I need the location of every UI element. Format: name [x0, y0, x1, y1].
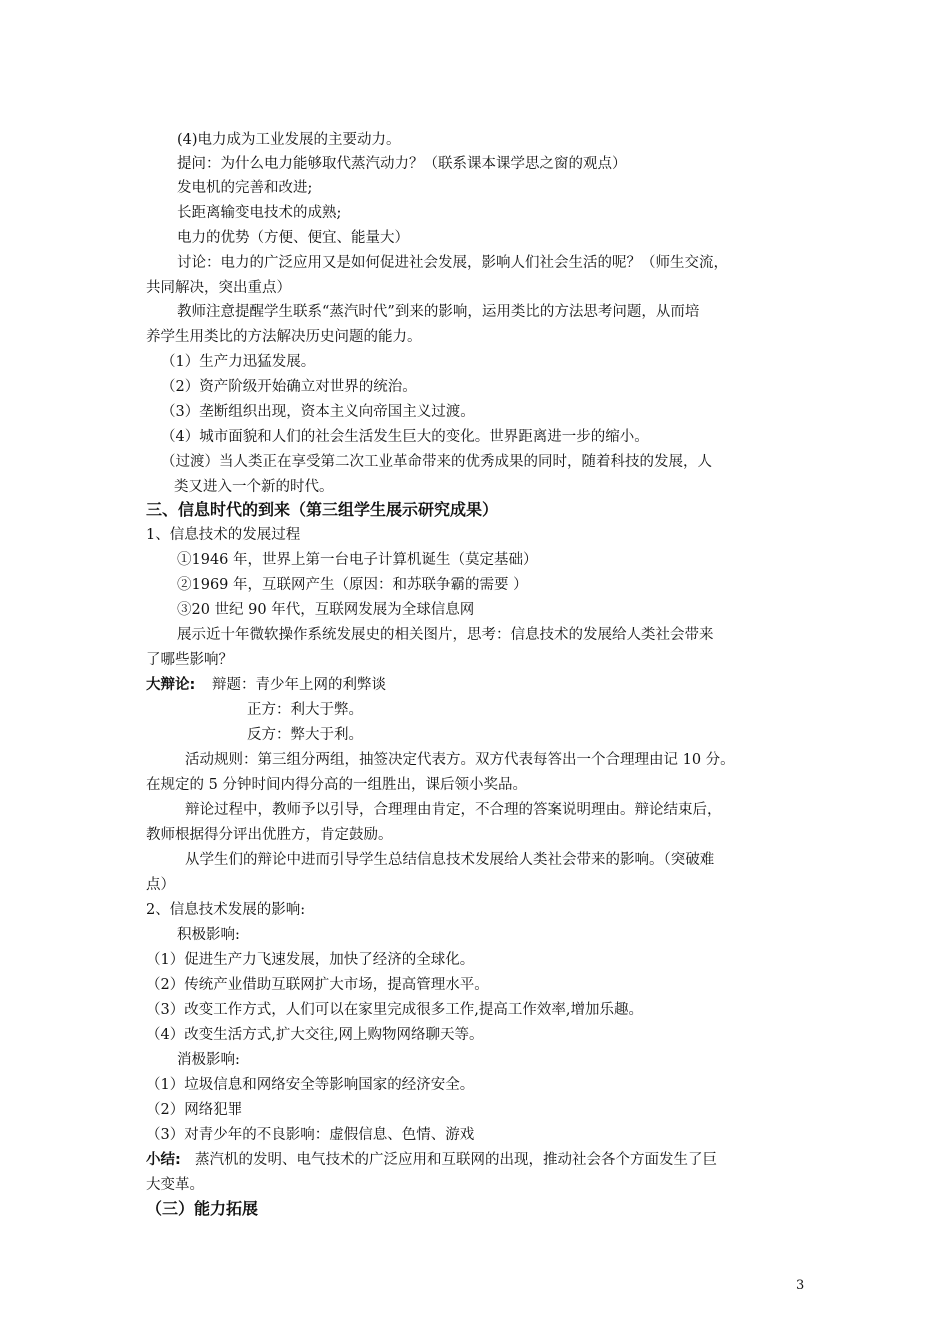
- text-line: 发电机的完善和改进;: [177, 180, 313, 196]
- text-line: 辩论过程中，教师予以引导，合理理由肯定，不合理的答案说明理由。辩论结束后，: [185, 802, 722, 818]
- text-line: （2）网络犯罪: [146, 1102, 243, 1118]
- text-line: (4)电力成为工业发展的主要动力。: [177, 132, 401, 148]
- text-line: 教师注意提醒学生联系“蒸汽时代”到来的影响，运用类比的方法思考问题，从而培: [177, 304, 700, 320]
- text-line: （4）城市面貌和人们的社会生活发生巨大的变化。世界距离进一步的缩小。: [161, 429, 649, 445]
- text-line: 反方：弊大于利。: [247, 727, 363, 743]
- text-line: （3）对青少年的不良影响：虚假信息、色情、游戏: [146, 1127, 475, 1143]
- section-heading: （三）能力拓展: [146, 1199, 259, 1218]
- text-line: （过渡）当人类正在享受第二次工业革命带来的优秀成果的同时，随着科技的发展，人: [161, 454, 712, 470]
- text-line: 积极影响:: [177, 927, 240, 943]
- text-line: 养学生用类比的方法解决历史问题的能力。: [146, 329, 422, 345]
- page-number: 3: [796, 1278, 805, 1293]
- text-line: 电力的优势（方便、便宜、能量大）: [177, 230, 409, 246]
- section-heading: 三、信息时代的到来（第三组学生展示研究成果）: [146, 500, 499, 519]
- text-line: （3）改变工作方式，人们可以在家里完成很多工作,提高工作效率,增加乐趣。: [146, 1002, 643, 1018]
- text-line: （1）垃圾信息和网络安全等影响国家的经济安全。: [146, 1077, 475, 1093]
- text-line: 正方：利大于弊。: [247, 702, 363, 718]
- text-line: 类又进入一个新的时代。: [174, 479, 334, 495]
- summary-label: 小结:: [146, 1152, 181, 1168]
- text-line: 长距离输变电技术的成熟;: [177, 205, 342, 221]
- text-line: 蒸汽机的发明、电气技术的广泛应用和互联网的出现，推动社会各个方面发生了巨: [195, 1152, 717, 1168]
- text-line: 大变革。: [146, 1177, 204, 1193]
- text-line: （1）生产力迅猛发展。: [161, 354, 316, 370]
- text-line: （3）垄断组织出现，资本主义向帝国主义过渡。: [161, 404, 475, 420]
- text-line: 活动规则：第三组分两组，抽签决定代表方。双方代表每答出一个合理理由记 10 分。: [185, 752, 735, 768]
- text-line: 共同解决，突出重点）: [146, 280, 291, 296]
- text-line: （2）资产阶级开始确立对世界的统治。: [161, 379, 417, 395]
- text-line: 在规定的 5 分钟时间内得分高的一组胜出，课后领小奖品。: [146, 777, 527, 793]
- debate-label: 大辩论:: [146, 677, 196, 693]
- text-line: ③20 世纪 90 年代，互联网发展为全球信息网: [177, 602, 475, 618]
- text-line: 1、信息技术的发展过程: [146, 527, 301, 543]
- text-line: （4）改变生活方式,扩大交往,网上购物网络聊天等。: [146, 1027, 484, 1043]
- text-line: ①1946 年，世界上第一台电子计算机诞生（莫定基础）: [177, 552, 538, 568]
- text-line: 消极影响:: [177, 1052, 240, 1068]
- text-line: 辩题：青少年上网的利弊谈: [212, 677, 386, 693]
- text-line: 讨论：电力的广泛应用又是如何促进社会发展，影响人们社会生活的呢？（师生交流，: [177, 255, 728, 271]
- text-line: 从学生们的辩论中进而引导学生总结信息技术发展给人类社会带来的影响。（突破难: [185, 852, 715, 868]
- text-line: 展示近十年微软操作系统发展史的相关图片，思考：信息技术的发展给人类社会带来: [177, 627, 714, 643]
- text-line: 了哪些影响？: [146, 652, 233, 668]
- text-line: 提问：为什么电力能够取代蒸汽动力？（联系课本课学思之窗的观点）: [177, 156, 627, 172]
- text-line: （2）传统产业借助互联网扩大市场，提高管理水平。: [146, 977, 489, 993]
- text-line: 教师根据得分评出优胜方，肯定鼓励。: [146, 827, 393, 843]
- text-line: 点）: [146, 877, 175, 893]
- text-line: ②1969 年，互联网产生（原因：和苏联争霸的需要 ）: [177, 577, 528, 593]
- text-line: （1）促进生产力飞速发展，加快了经济的全球化。: [146, 952, 475, 968]
- text-line: 2、信息技术发展的影响:: [146, 902, 306, 918]
